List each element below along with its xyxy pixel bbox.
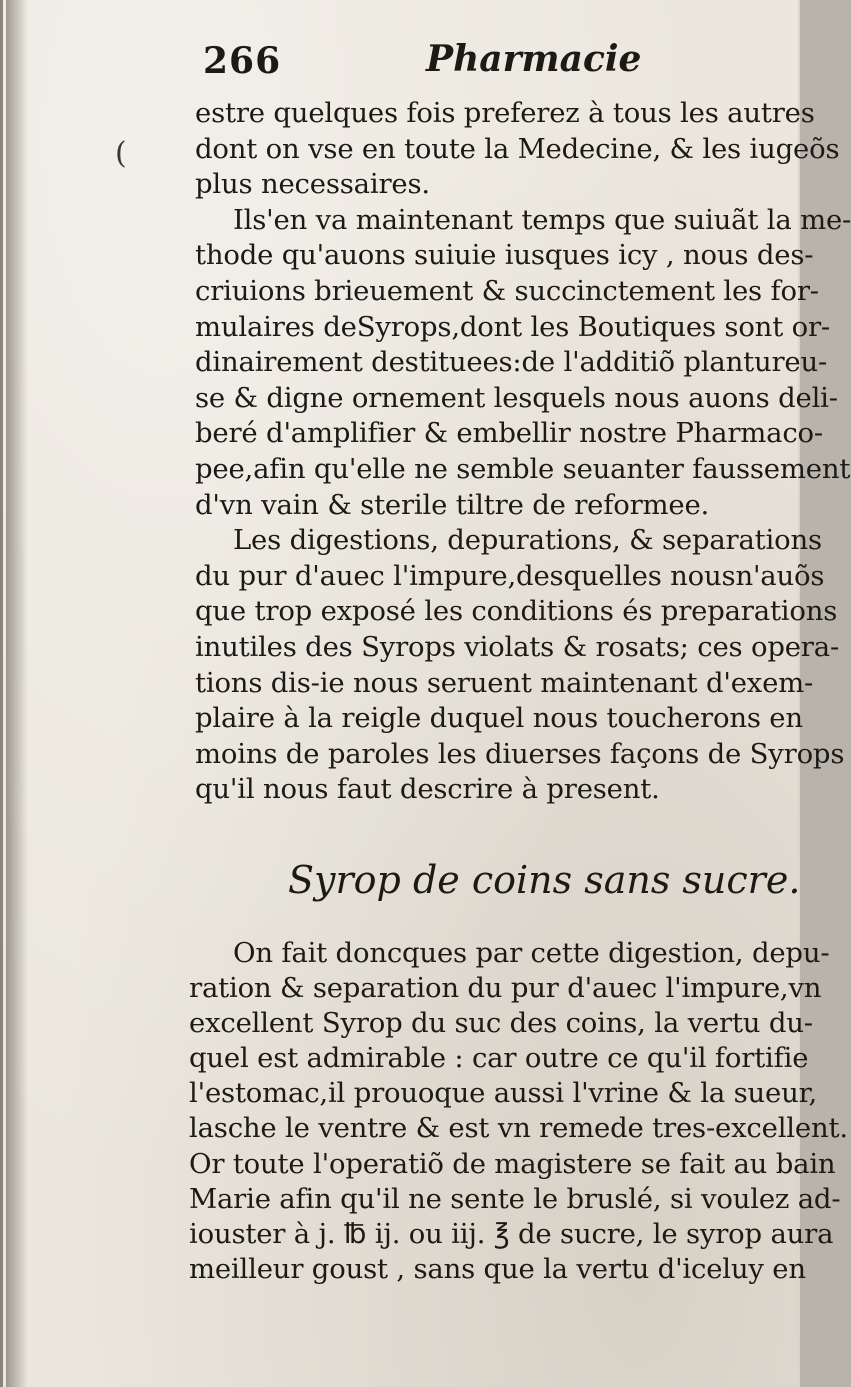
text-line: plaire à la reigle duquel nous toucherons en xyxy=(195,702,803,735)
text-line: criuions brieuement & succinctement les for- xyxy=(195,274,819,307)
text-line: quel est admirable : car outre ce qu'il fortifie xyxy=(189,1042,809,1075)
text-line: qu'il nous faut descrire à present. xyxy=(195,773,660,806)
running-title: Pharmacie xyxy=(426,38,642,80)
text-line: dont on vse en toute la Medecine, & les iugeõs xyxy=(195,132,840,165)
binding-gutter-shadow xyxy=(6,0,28,1387)
text-line: que trop exposé les conditions és preparations xyxy=(195,595,838,628)
text-block-two xyxy=(189,936,848,1287)
text-line: moins de paroles les diuerses façons de Syrops xyxy=(195,737,845,770)
text-line: l'estomac,il prouoque aussi l'vrine & la sueur, xyxy=(189,1077,818,1110)
text-line: tions dis-ie nous seruent maintenant d'exem- xyxy=(195,666,814,699)
text-line: inutiles des Syrops violats & rosats; ces opera- xyxy=(195,630,840,663)
text-line: excellent Syrop du suc des coins, la vertu du- xyxy=(189,1007,813,1040)
text-line: lasche le ventre & est vn remede tres-excellent. xyxy=(189,1112,848,1145)
text-line: pee,afin qu'elle ne semble seuanter faussement xyxy=(195,452,851,485)
text-line: estre quelques fois preferez à tous les autres xyxy=(195,97,815,129)
text-line: d'vn vain & sterile tiltre de reformee. xyxy=(195,488,710,521)
text-line: Or toute l'operatiõ de magistere se fait au bain xyxy=(189,1147,836,1180)
running-head xyxy=(198,34,758,84)
text-line: thode qu'auons suiuie iusques icy , nous des- xyxy=(195,239,814,272)
margin-mark: ( xyxy=(115,136,127,171)
paragraph-start-line: Ils'en va maintenant temps que suiuãt la me- xyxy=(233,203,851,236)
text-line: ration & separation du pur d'auec l'impure,vn xyxy=(189,972,822,1005)
paragraph-start-line: On fait doncques par cette digestion, depu- xyxy=(233,937,830,969)
text-line: plus necessaires. xyxy=(195,168,430,201)
text-line: dinairement destituees:de l'additiõ plantureu- xyxy=(195,346,828,379)
text-line: du pur d'auec l'impure,desquelles nousn'auõs xyxy=(195,559,825,592)
text-line: se & digne ornement lesquels nous auons deli- xyxy=(195,381,838,414)
text-block-one xyxy=(195,96,851,808)
text-line: beré d'amplifier & embellir nostre Pharmaco- xyxy=(195,417,823,450)
text-line: meilleur goust , sans que la vertu d'iceluy en xyxy=(189,1252,806,1285)
paragraph-start-line: Les digestions, depurations, & separations xyxy=(233,524,822,557)
text-line: mulaires deSyrops,dont les Boutiques sont or- xyxy=(195,310,830,343)
text-line: Marie afin qu'il ne sente le bruslé, si voulez ad- xyxy=(189,1182,841,1215)
section-heading: Syrop de coins sans sucre. xyxy=(288,858,801,902)
text-line: iouster à j. ℔ ij. ou iij. ℥ de sucre, le syrop aura xyxy=(189,1217,834,1250)
page-number: 266 xyxy=(203,40,282,82)
